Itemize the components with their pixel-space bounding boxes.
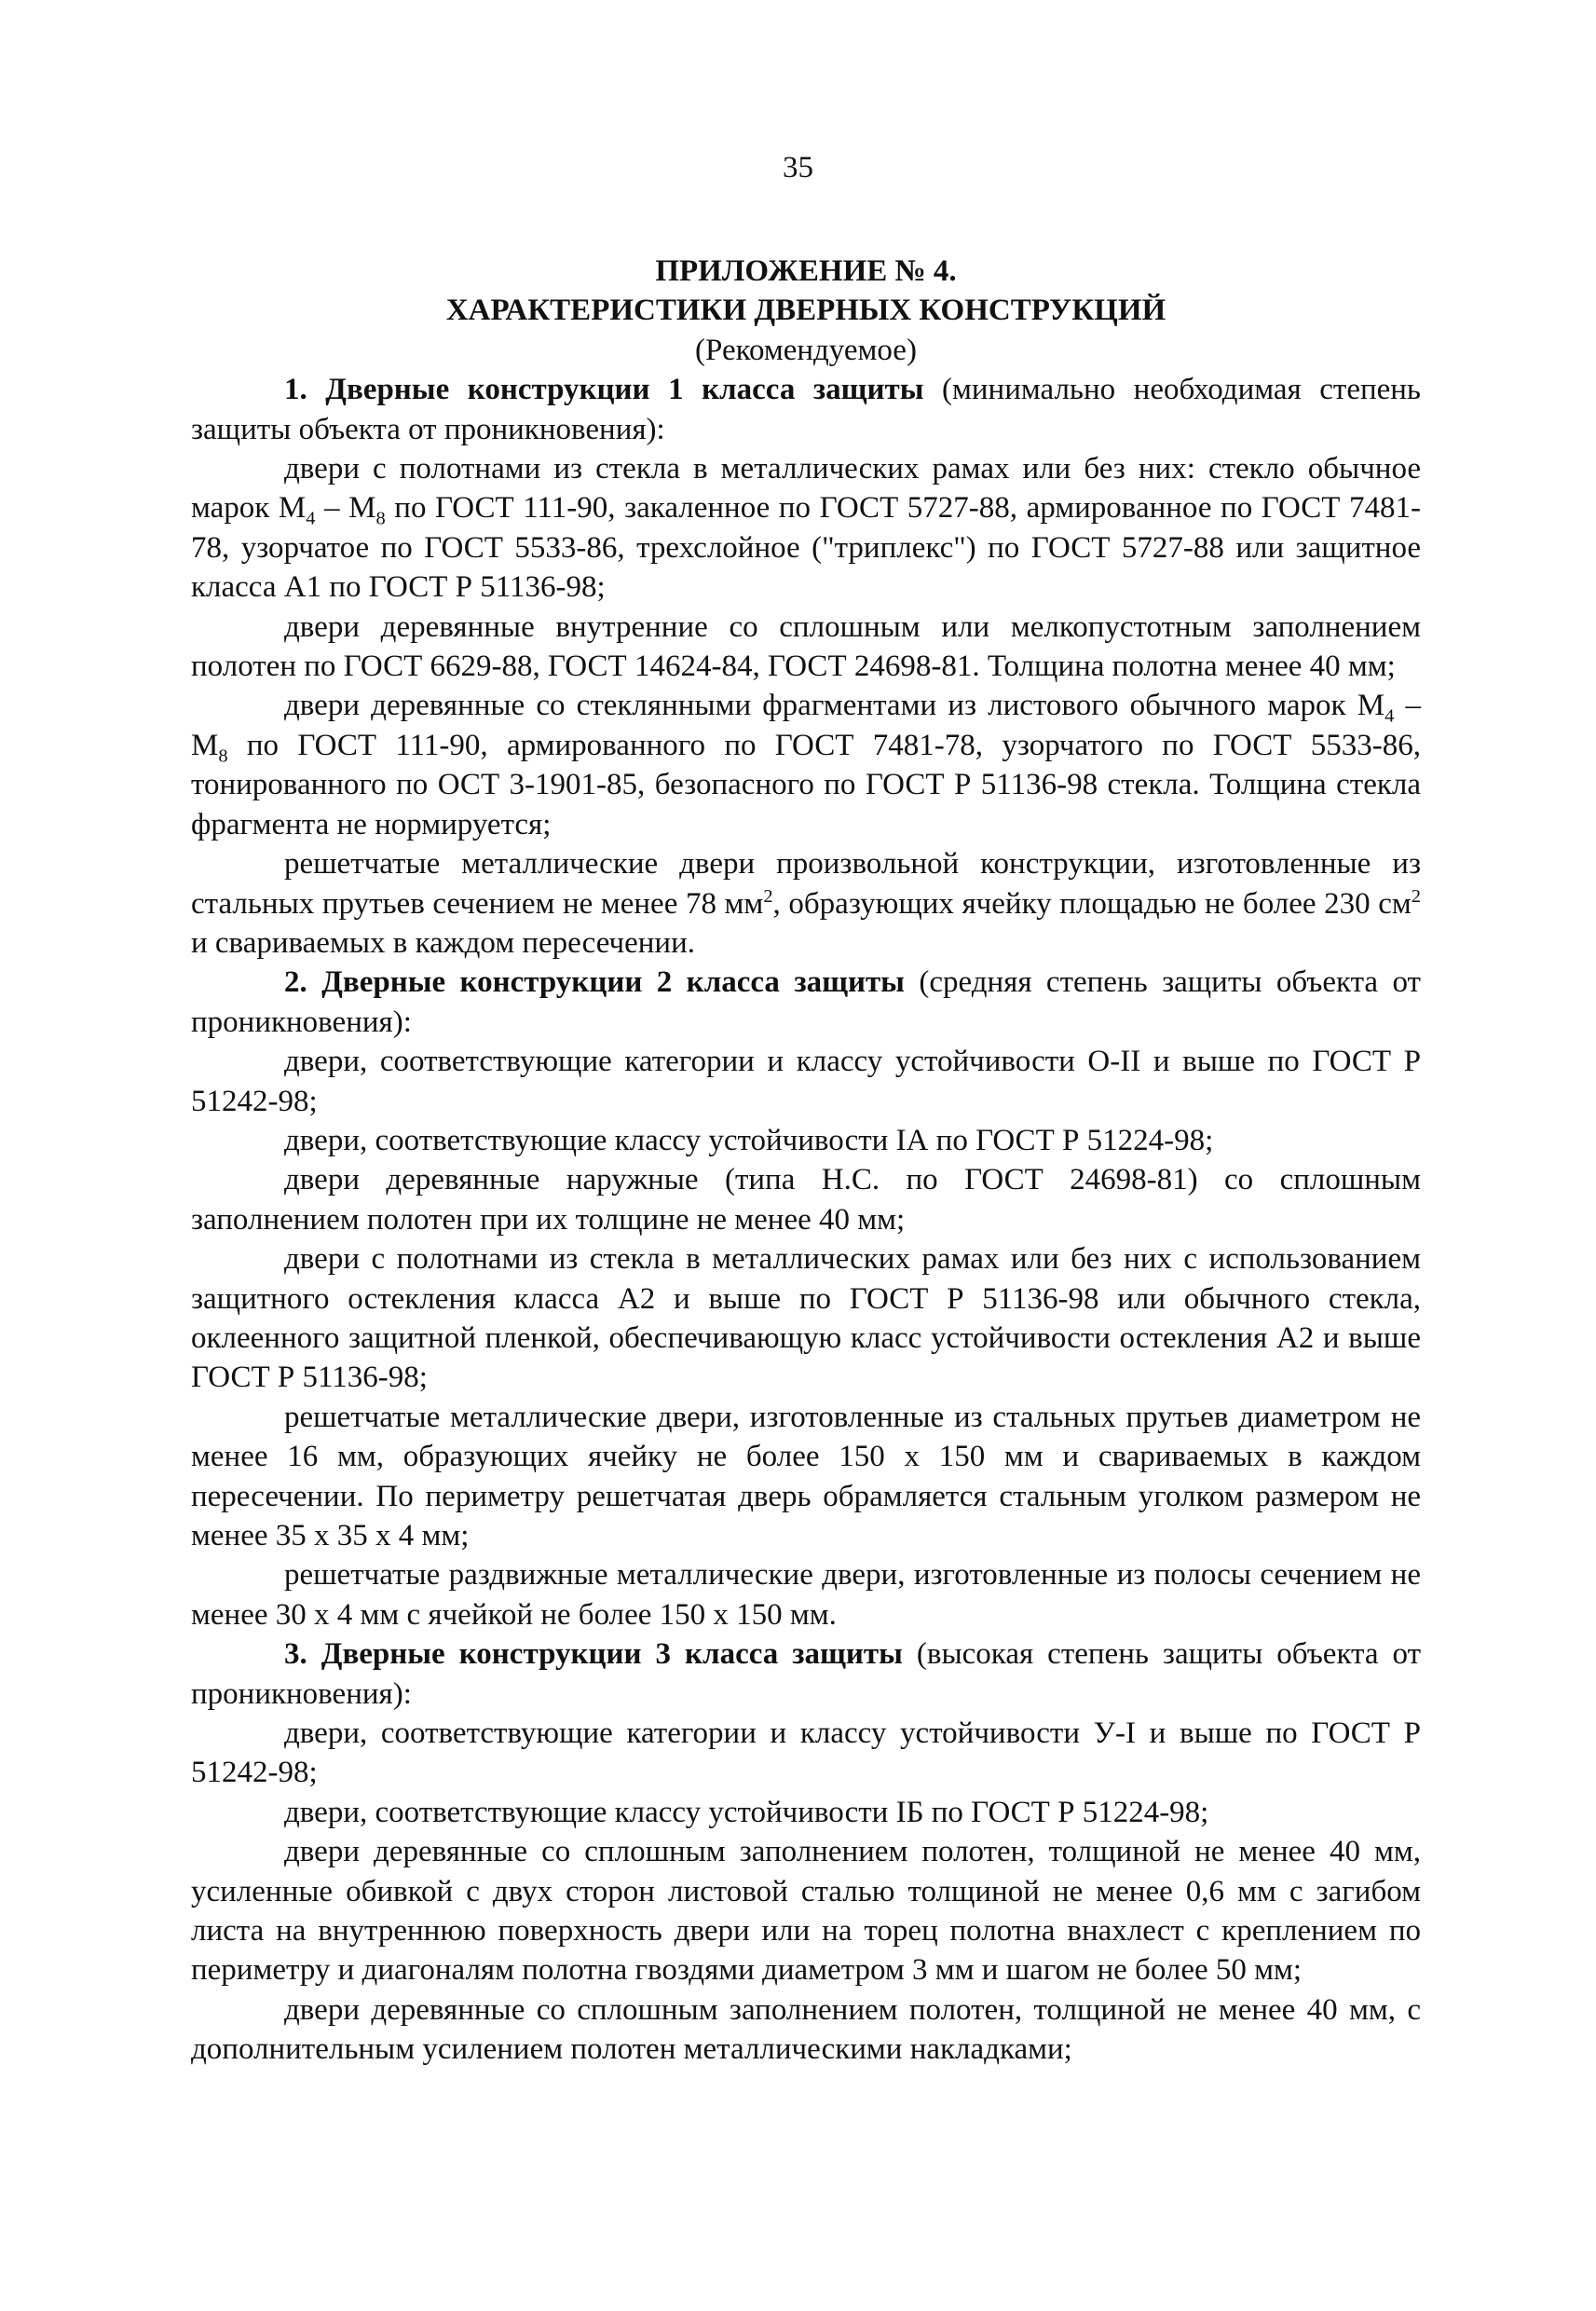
- section-2-item: двери с полотнами из стекла в металлических рамах или без них с использованием защитного остекления класса А2 и выше по ГОСТ Р 51136-98 или обычного стекла, оклеенного защитной пленкой, обеспечивающую класс устойчивости остекления А2 и выше ГОСТ Р 51136-98;: [191, 1242, 1421, 1395]
- text-run: , образующих ячейку площадью не более 230 см: [772, 886, 1412, 921]
- section-2-lead-rest: (средняя степень защиты объекта от проникновения):: [191, 965, 1421, 1039]
- section-1-item-2: двери деревянные внутренние со сплошным или мелкопустотным заполнением полотен по ГОСТ 6629-88, ГОСТ 14624-84, ГОСТ 24698-81. Толщина полотна менее 40 мм;: [191, 609, 1421, 684]
- appendix-subtitle: (Рекомендуемое): [695, 333, 917, 367]
- subscript: 4: [306, 509, 316, 530]
- section-2-heading: [191, 963, 1421, 1042]
- document-body: [191, 252, 1421, 2070]
- text-run: двери деревянные со стеклянными фрагментами из листового обычного марок М: [284, 689, 1385, 723]
- section-3-heading: [191, 1634, 1421, 1714]
- section-1-item-1: [191, 449, 1421, 608]
- text-run: решетчатые металлические двери произвольной конструкции, изготовленные из стальных прутьев сечением не менее 78 мм: [191, 847, 1421, 921]
- section-1-heading: [191, 370, 1421, 449]
- section-2-item: решетчатые металлические двери, изготовленные из стальных прутьев диаметром не менее 16 мм, образующих ячейку не более 150 х 150 мм и свариваемых в каждом пересечении. По периметру решетчатая дверь обрамляется стальным уголком размером не менее 35 х 35 х 4 мм;: [191, 1400, 1421, 1552]
- section-1-item-3: [191, 686, 1421, 844]
- section-3-item: двери деревянные со сплошным заполнением полотен, толщиной не менее 40 мм, с дополнительным усилением полотен металлическими накладками;: [191, 1992, 1421, 2067]
- text-run: по ГОСТ 111-90, армированного по ГОСТ 7481-78, узорчатого по ГОСТ 5533-86, тонированного по ОСТ 3-1901-85, безопасного по ГОСТ Р 51136-98 стекла. Толщина стекла фрагмента не нормируется;: [191, 728, 1421, 841]
- subscript: 8: [218, 745, 228, 767]
- text-run: – М: [315, 491, 376, 526]
- appendix-number: ПРИЛОЖЕНИЕ № 4.: [655, 254, 957, 288]
- subscript: 8: [375, 509, 386, 530]
- text-run: двери с полотнами из стекла в металлических рамах или без них: стекло обычное марок М: [191, 452, 1421, 526]
- section-3-lead-rest: (высокая степень защиты объекта от проникновения):: [191, 1637, 1421, 1711]
- section-3-item: двери, соответствующие классу устойчивости IБ по ГОСТ Р 51224-98;: [284, 1795, 1209, 1829]
- section-3-lead: 3. Дверные конструкции 3 класса защиты: [284, 1637, 903, 1672]
- text-run: по ГОСТ 111-90, закаленное по ГОСТ 5727-88, армированное по ГОСТ 7481-78, узорчатое по ГОСТ 5533-86, трехслойное ("триплекс") по ГОСТ 5727-88 или защитное класса А1 по ГОСТ Р 51136-98;: [191, 491, 1422, 605]
- section-2-item: решетчатые раздвижные металлические двери, изготовленные из полосы сечением не менее 30 х 4 мм с ячейкой не более 150 х 150 мм.: [191, 1558, 1421, 1632]
- section-1-lead: 1. Дверные конструкции 1 класса защиты: [284, 373, 924, 407]
- section-2-item: двери, соответствующие классу устойчивости IА по ГОСТ Р 51224-98;: [284, 1123, 1214, 1157]
- section-1-item-4: [191, 844, 1421, 963]
- section-1-lead-rest: (минимально необходимая степень защиты объекта от проникновения):: [191, 373, 1421, 446]
- text-run: – М: [191, 689, 1421, 762]
- superscript: 2: [1411, 885, 1421, 907]
- section-2-lead: 2. Дверные конструкции 2 класса защиты: [284, 965, 905, 1000]
- appendix-title: ХАРАКТЕРИСТИКИ ДВЕРНЫХ КОНСТРУКЦИЙ: [445, 294, 1166, 328]
- section-3-item: двери, соответствующие категории и классу устойчивости У-I и выше по ГОСТ Р 51242-98;: [191, 1716, 1421, 1790]
- text-run: и свариваемых в каждом пересечении.: [191, 925, 695, 960]
- section-3-item: двери деревянные со сплошным заполнением полотен, толщиной не менее 40 мм, усиленные обивкой с двух сторон листовой сталью толщиной не менее 0,6 мм с загибом листа на внутреннюю поверхность двери или на торец полотна внахлест с креплением по периметру и диагоналям полотна гвоздями диаметром 3 мм и шагом не более 50 мм;: [191, 1835, 1421, 1988]
- page-number: 35: [783, 151, 813, 185]
- subscript: 4: [1385, 706, 1395, 728]
- superscript: 2: [763, 885, 773, 907]
- section-2-item: двери деревянные наружные (типа Н.С. по ГОСТ 24698-81) со сплошным заполнением полотен при их толщине не менее 40 мм;: [191, 1163, 1421, 1237]
- section-2-item: двери, соответствующие категории и классу устойчивости О-II и выше по ГОСТ Р 51242-98;: [191, 1045, 1421, 1118]
